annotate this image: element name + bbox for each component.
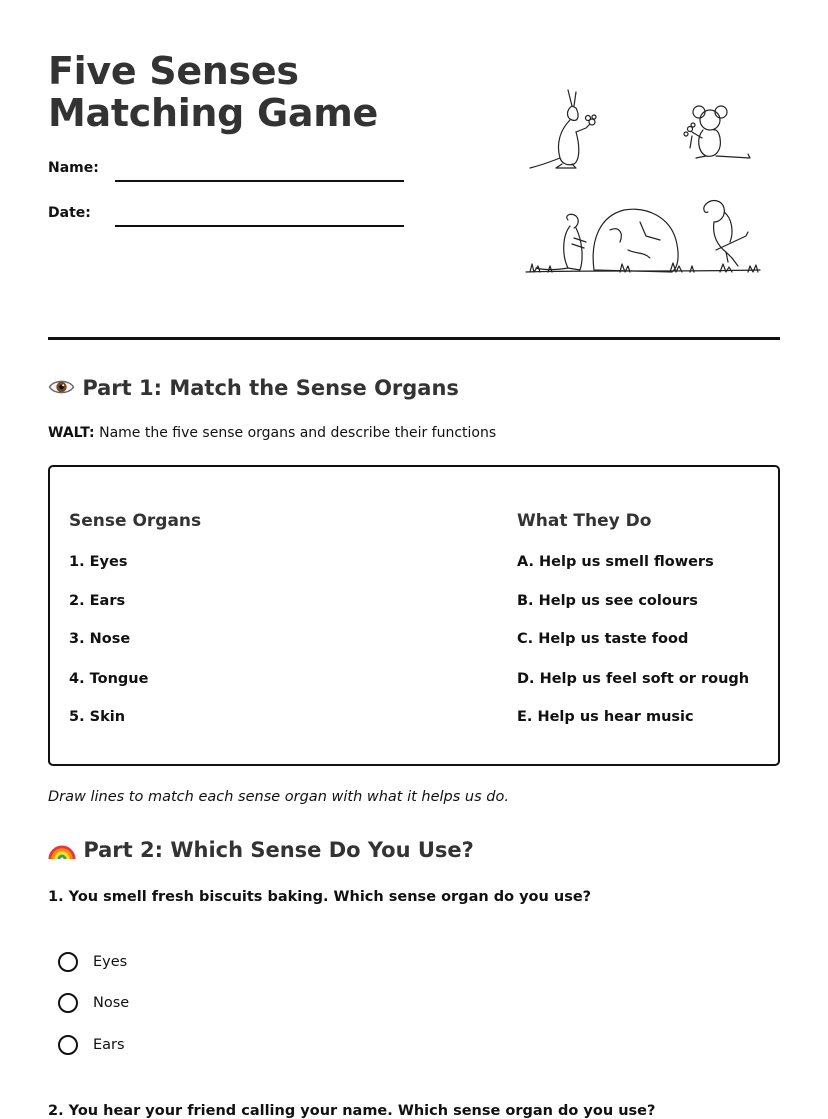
matching-box bbox=[48, 465, 780, 766]
radio-button[interactable] bbox=[58, 1035, 78, 1055]
option-label: Eyes bbox=[93, 954, 128, 970]
eye-icon bbox=[48, 377, 75, 397]
matching-instruction: Draw lines to match each sense organ with what it helps us do. bbox=[48, 789, 509, 805]
option-label: Ears bbox=[93, 1037, 125, 1053]
what-they-do-heading: What They Do bbox=[517, 511, 652, 531]
organ-item-tongue: 4. Tongue bbox=[69, 671, 149, 687]
function-item-e: E. Help us hear music bbox=[517, 709, 694, 725]
walt-statement bbox=[48, 425, 496, 441]
section-divider bbox=[48, 337, 780, 340]
koala-icon bbox=[684, 106, 750, 158]
question-2-text: 2. You hear your friend calling your name. Which sense organ do you use? bbox=[48, 1103, 656, 1119]
question-1-text: 1. You smell fresh biscuits baking. Which sense organ do you use? bbox=[48, 889, 592, 905]
organ-item-nose: 3. Nose bbox=[69, 631, 131, 647]
part2-heading-text: Part 2: Which Sense Do You Use? bbox=[83, 838, 474, 862]
organ-item-eyes: 1. Eyes bbox=[69, 554, 128, 570]
name-label: Name: bbox=[48, 160, 99, 176]
kangaroo-icon bbox=[530, 90, 596, 168]
function-item-d: D. Help us feel soft or rough bbox=[517, 671, 750, 687]
sense-organs-heading: Sense Organs bbox=[69, 511, 202, 531]
option-ears[interactable] bbox=[58, 1033, 125, 1057]
radio-button[interactable] bbox=[58, 952, 78, 972]
rainbow-icon bbox=[48, 835, 76, 861]
boulder-icon bbox=[593, 209, 678, 272]
organ-item-ears: 2. Ears bbox=[69, 593, 126, 609]
australian-animals-illustration bbox=[520, 80, 770, 290]
function-item-a: A. Help us smell flowers bbox=[517, 554, 714, 570]
radio-button[interactable] bbox=[58, 993, 78, 1013]
date-input-line[interactable] bbox=[115, 225, 404, 227]
organ-item-skin: 5. Skin bbox=[69, 709, 126, 725]
part1-heading bbox=[48, 376, 459, 400]
part1-heading-text: Part 1: Match the Sense Organs bbox=[82, 376, 459, 400]
function-item-b: B. Help us see colours bbox=[517, 593, 698, 609]
date-label: Date: bbox=[48, 205, 91, 221]
page-title: Five Senses Matching Game bbox=[48, 49, 379, 135]
cockatoo-icon bbox=[704, 201, 748, 266]
function-item-c: C. Help us taste food bbox=[517, 631, 689, 647]
option-eyes[interactable] bbox=[58, 950, 127, 974]
option-nose[interactable] bbox=[58, 991, 129, 1015]
part2-heading bbox=[48, 835, 474, 862]
walt-text: Name the five sense organs and describe their functions bbox=[94, 425, 497, 441]
name-input-line[interactable] bbox=[115, 180, 404, 182]
walt-label: WALT: bbox=[48, 425, 95, 441]
option-label: Nose bbox=[93, 995, 130, 1011]
meerkat-icon bbox=[536, 214, 586, 270]
